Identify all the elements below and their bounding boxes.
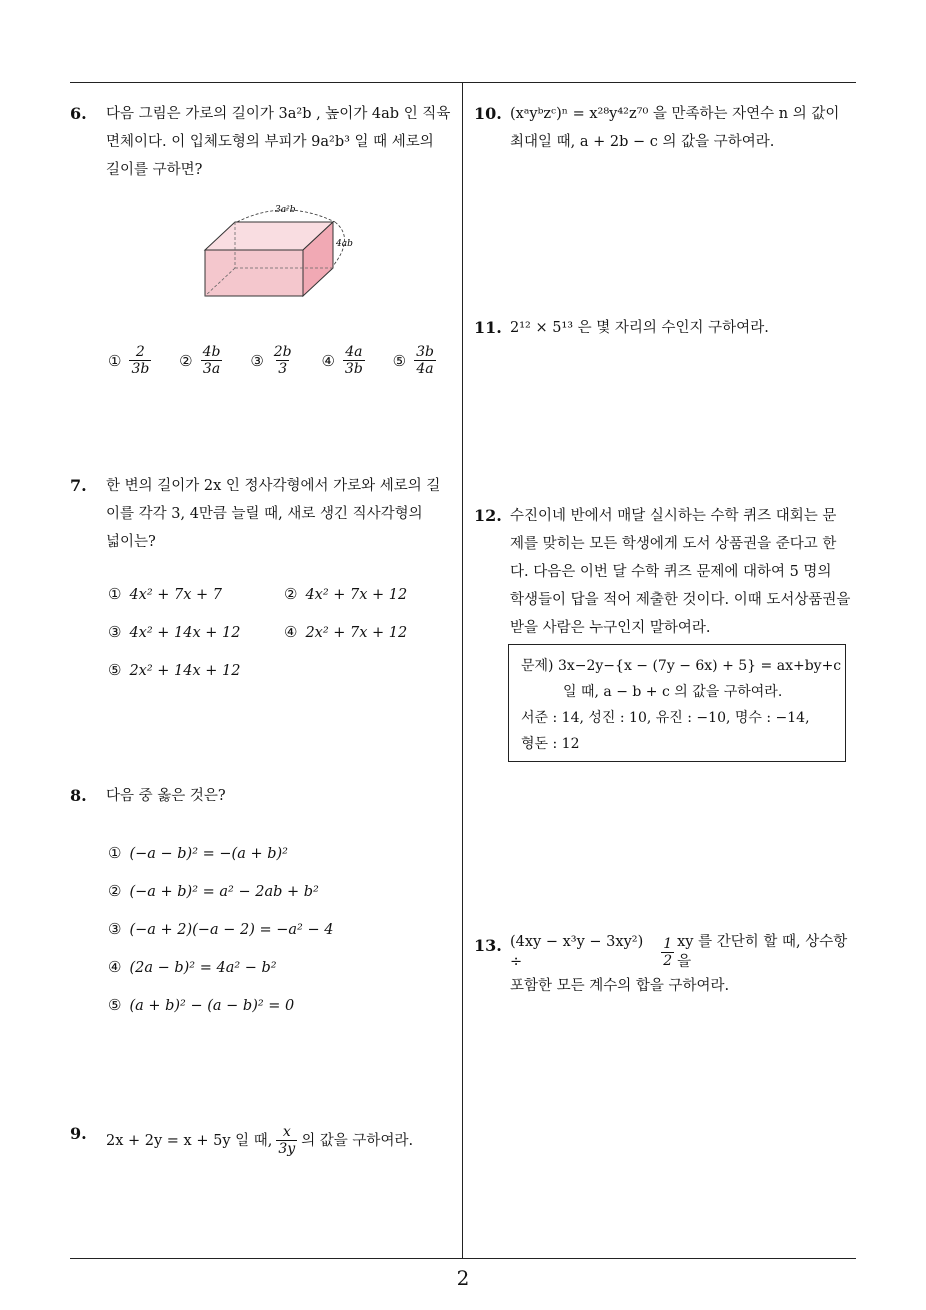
choice-text: (−a − b)² = −(a + b)² — [129, 846, 288, 862]
choice-text: 2x² + 7x + 12 — [305, 625, 408, 641]
choice-text: (a + b)² − (a − b)² = 0 — [129, 998, 295, 1014]
fraction-denominator: 4a — [416, 361, 434, 377]
choice-5[interactable] — [108, 651, 240, 689]
choice-1[interactable] — [108, 834, 458, 872]
choice-text: 4x² + 14x + 12 — [129, 625, 241, 641]
question-13 — [474, 932, 859, 1000]
choice-mark: ⑤ — [108, 996, 122, 1014]
fraction-numerator: x — [282, 1124, 291, 1140]
question-8 — [70, 782, 460, 810]
question-9 — [70, 1120, 460, 1157]
question-7 — [70, 472, 460, 556]
choice-mark: ④ — [284, 623, 298, 641]
question-text: 2x + 2y = x + 5y 일 때, — [106, 1132, 273, 1149]
question-text-line: 받을 사람은 누구인지 말하여라. — [510, 620, 711, 636]
question-6 — [70, 100, 460, 184]
question-text-line: (xᵃyᵇzᶜ)ⁿ = x²⁸y⁴²z⁷⁰ 을 만족하는 자연수 n 의 값이 — [510, 106, 840, 122]
fraction-numerator: 2b — [273, 344, 292, 360]
bottom-rule — [70, 1258, 856, 1259]
box-line: 형돈 : 12 — [521, 736, 580, 752]
question-text-line: 최대일 때, a + 2b − c 의 값을 구하여라. — [510, 134, 775, 150]
fraction-numerator: 1 — [663, 935, 673, 952]
choice-mark: ③ — [250, 351, 264, 370]
choice-text: (−a + b)² = a² − 2ab + b² — [129, 884, 319, 900]
question-number: 6. — [70, 104, 87, 123]
question-number: 7. — [70, 476, 87, 495]
question-12 — [474, 502, 859, 642]
question-text: 의 값을 구하여라. — [301, 1132, 414, 1149]
box-line: 서준 : 14, 성진 : 10, 유진 : −10, 명수 : −14, — [521, 710, 810, 726]
question-text-line: 넓이는? — [106, 534, 156, 550]
question-text-line: 다음 그림은 가로의 길이가 3a²b , 높이가 4ab 인 직육 — [106, 106, 451, 122]
fraction-denominator: 3b — [131, 361, 150, 377]
question-number: 9. — [70, 1124, 87, 1143]
choice-2[interactable] — [179, 344, 222, 377]
choice-1[interactable] — [108, 575, 284, 613]
question-text-line: 이를 각각 3, 4만큼 늘릴 때, 새로 생긴 직사각형의 — [106, 506, 423, 522]
choice-mark: ① — [108, 585, 122, 603]
fraction-denominator: 3y — [278, 1141, 296, 1157]
page-number: 2 — [456, 1266, 470, 1290]
choice-mark: ⑤ — [108, 661, 122, 679]
column-divider — [462, 82, 463, 1258]
q7-choices — [108, 575, 458, 689]
choice-text: (−a + 2)(−a − 2) = −a² − 4 — [129, 922, 334, 938]
fraction-numerator: 4b — [202, 344, 221, 360]
fraction-denominator: 3a — [202, 361, 221, 377]
choice-mark: ② — [284, 585, 298, 603]
question-text-line: 면체이다. 이 입체도형의 부피가 9a²b³ 일 때 세로의 — [106, 134, 434, 150]
question-text-line: 한 변의 길이가 2x 인 정사각형에서 가로와 세로의 길 — [106, 478, 441, 494]
figure-label-height: 4ab — [336, 239, 353, 249]
fraction-numerator: 3b — [416, 344, 434, 360]
question-number: 12. — [474, 506, 502, 525]
question-11 — [474, 314, 859, 342]
choice-2[interactable] — [284, 575, 407, 613]
fraction-denominator: 3 — [278, 361, 288, 377]
choice-mark: ① — [108, 351, 122, 370]
rectangular-prism-figure — [195, 198, 370, 300]
problem-box — [508, 644, 846, 762]
choice-3[interactable] — [108, 910, 458, 948]
choice-3[interactable] — [250, 344, 293, 377]
question-number: 13. — [474, 936, 502, 955]
choice-1[interactable] — [108, 344, 151, 377]
question-text: xy 를 간단히 할 때, 상수항을 — [677, 934, 848, 970]
choice-4[interactable] — [284, 613, 407, 651]
choice-2[interactable] — [108, 872, 458, 910]
choice-mark: ② — [108, 882, 122, 900]
choice-mark: ④ — [108, 958, 122, 976]
question-number: 10. — [474, 104, 502, 123]
choice-5[interactable] — [393, 344, 436, 377]
fraction-numerator: 2 — [135, 344, 145, 360]
question-text-line: 2¹² × 5¹³ 은 몇 자리의 수인지 구하여라. — [510, 320, 769, 336]
fraction-numerator: 4a — [345, 344, 363, 360]
question-10 — [474, 100, 859, 156]
question-number: 8. — [70, 786, 87, 805]
box-line: 일 때, a − b + c 의 값을 구하여라. — [563, 684, 783, 700]
question-text-line: 포함한 모든 계수의 합을 구하여라. — [510, 978, 730, 994]
question-text-line: 학생들이 답을 적어 제출한 것이다. 이때 도서상품권을 — [510, 592, 851, 608]
choice-text: (2a − b)² = 4a² − b² — [129, 960, 277, 976]
choice-mark: ① — [108, 844, 122, 862]
question-text-line: 수진이네 반에서 매달 실시하는 수학 퀴즈 대회는 문 — [510, 508, 837, 524]
choice-4[interactable] — [321, 344, 364, 377]
fraction-denominator: 2 — [663, 952, 673, 969]
choice-mark: ③ — [108, 623, 122, 641]
top-rule — [70, 82, 856, 83]
question-text-line: 다. 다음은 이번 달 수학 퀴즈 문제에 대하여 5 명의 — [510, 564, 832, 580]
choice-4[interactable] — [108, 948, 458, 986]
question-text-line: 길이를 구하면? — [106, 162, 203, 178]
choice-mark: ⑤ — [392, 351, 407, 370]
choice-mark: ④ — [321, 351, 335, 370]
question-text: (4xy − x³y − 3xy²) ÷ — [510, 934, 644, 970]
choice-3[interactable] — [108, 613, 284, 651]
question-text-line: 다음 중 옳은 것은? — [106, 788, 226, 804]
choice-mark: ② — [179, 351, 193, 370]
question-text-line: 제를 맞히는 모든 학생에게 도서 상품권을 준다고 한 — [510, 536, 837, 552]
choice-text: 2x² + 14x + 12 — [129, 663, 241, 679]
choice-mark: ③ — [108, 920, 122, 938]
question-number: 11. — [474, 318, 502, 337]
q6-choices — [108, 344, 448, 377]
box-line: 문제) 3x−2y−{x − (7y − 6x) + 5} = ax+by+c — [521, 658, 842, 674]
choice-5[interactable] — [108, 986, 458, 1024]
q8-choices — [108, 834, 458, 1024]
figure-label-width: 3a²b — [275, 205, 296, 215]
choice-text: 4x² + 7x + 7 — [129, 587, 223, 603]
choice-text: 4x² + 7x + 12 — [305, 587, 408, 603]
fraction-denominator: 3b — [344, 361, 363, 377]
